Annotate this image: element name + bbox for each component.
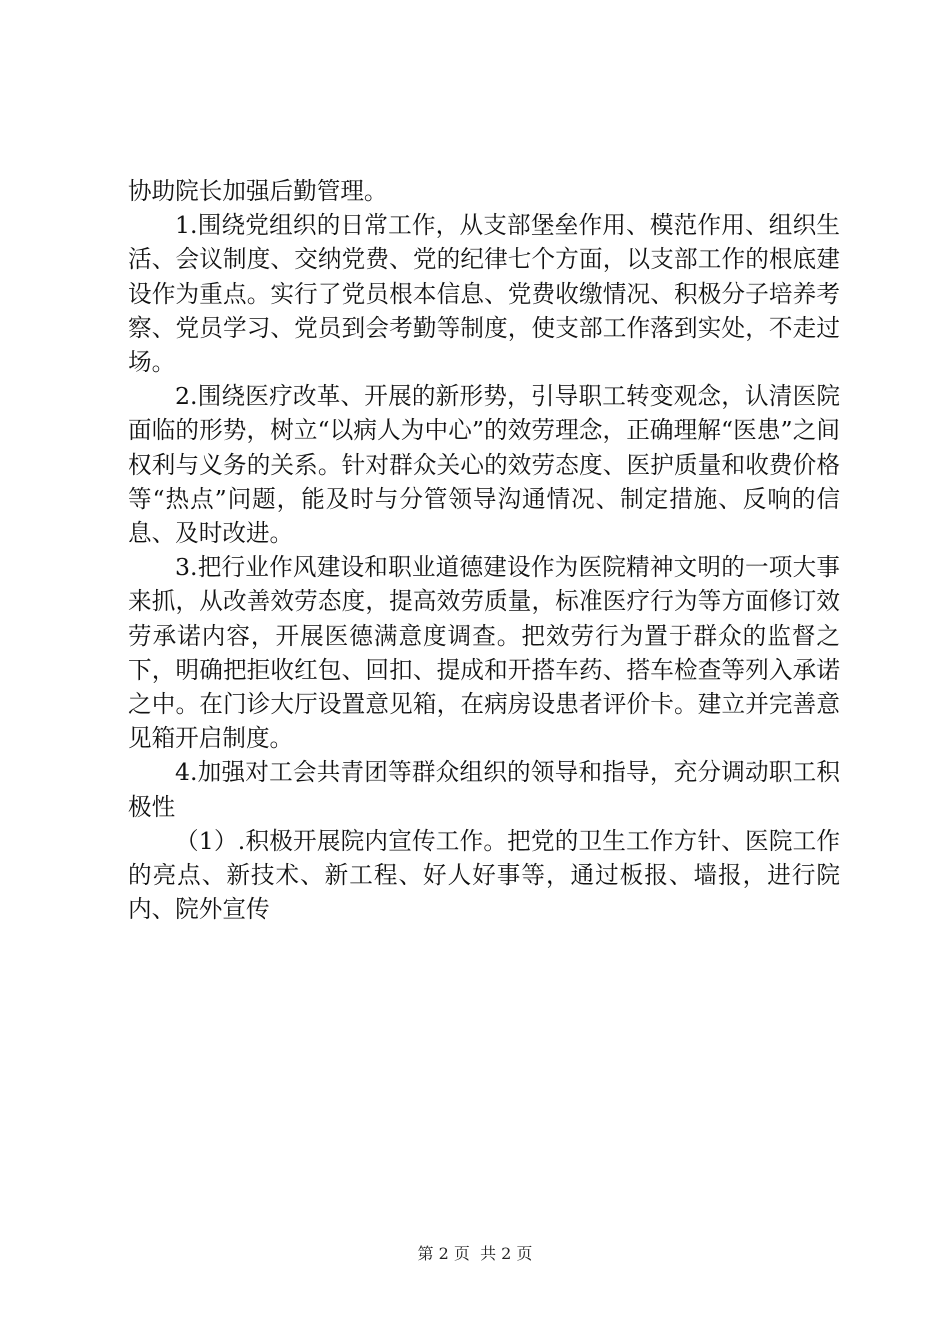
- page-footer: [0, 1244, 950, 1264]
- paragraph-item-3: 3.把行业作风建设和职业道德建设作为医院精神文明的一项大事来抓，从改善效劳态度，提高效劳质量，标准医疗行为等方面修订效劳承诺内容，开展医德满意度调查。把效劳行为置于群众的监督之下，明确把拒收红包、回扣、提成和开搭车药、搭车检查等列入承诺之中。在门诊大厅设置意见箱，在病房设患者评价卡。建立并完善意见箱开启制度。: [128, 553, 840, 753]
- paragraph-item-2: 2.围绕医疗改革、开展的新形势，引导职工转变观念，认清医院面临的形势，树立“以病人为中心”的效劳理念，正确理解“医患”之间权利与义务的关系。针对群众关心的效劳态度、医护质量和收费价格等“热点”问题，能及时与分管领导沟通情况、制定措施、反响的信息、及时改进。: [128, 382, 840, 548]
- paragraph-continuation: 协助院长加强后勤管理。: [128, 177, 388, 205]
- paragraph-item-4: 4.加强对工会共青团等群众组织的领导和指导，充分调动职工积极性: [128, 758, 840, 821]
- page-number-label: 第 2 页 共 2 页: [417, 1244, 533, 1263]
- paragraph-subitem-1: （1）.积极开展院内宣传工作。把党的卫生工作方针、医院工作的亮点、新技术、新工程、好人好事等，通过板报、墙报，进行院内、院外宣传: [128, 826, 840, 924]
- paragraph-item-1: 1.围绕党组织的日常工作，从支部堡垒作用、模范作用、组织生活、会议制度、交纳党费、党的纪律七个方面，以支部工作的根底建设作为重点。实行了党员根本信息、党费收缴情况、积极分子培养考察、党员学习、党员到会考勤等制度，使支部工作落到实处，不走过场。: [128, 211, 840, 377]
- document-body: [128, 174, 840, 926]
